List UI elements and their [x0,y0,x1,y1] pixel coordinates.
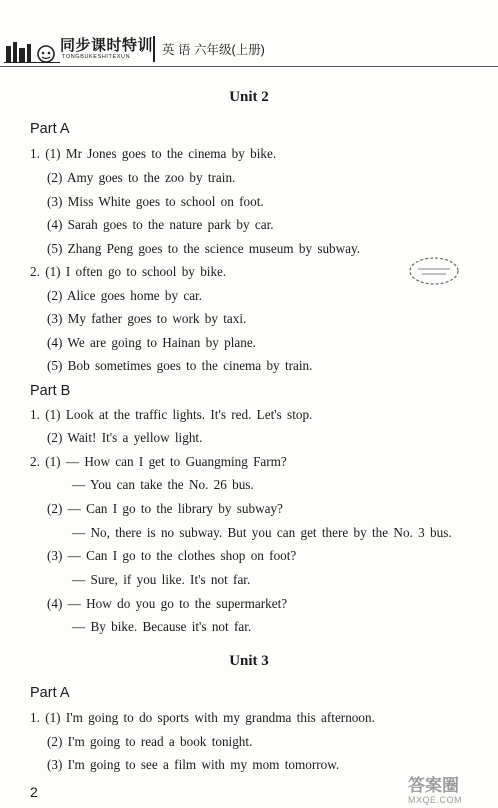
header-title: 同步课时特训 [60,37,154,54]
answer-line: — You can take the No. 26 bus. [72,477,254,492]
header-rule [0,66,498,67]
unit-2-part-b-title: Part B [30,383,71,399]
answer-line: — No, there is no subway. But you can get there by the No. 3 bus. [72,525,452,540]
watermark-url: MXQE.COM [408,795,463,805]
answer-line: 2. (1) — How can I get to Guangming Farm? [30,454,287,469]
watermark-text: 答案圈 [408,776,459,795]
answer-line: 1. (1) Mr Jones goes to the cinema by bike. [30,146,277,161]
answer-line: (2) — Can I go to the library by subway? [47,501,283,516]
watermark [408,778,462,808]
answer-line: (3) — Can I go to the clothes shop on foot? [47,548,297,563]
answer-line: (2) Alice goes home by car. [47,288,203,303]
answer-line: (4) — How do you go to the supermarket? [47,596,288,611]
header-pinyin: TONGBUKESHITEXUN [62,54,131,60]
answer-line: — Sure, if you like. It's not far. [72,572,251,587]
answer-line: (2) I'm going to read a book tonight. [47,734,253,749]
answer-line: (5) Bob sometimes goes to the cinema by train. [47,358,313,373]
books-logo-icon [4,38,60,64]
answer-line: (3) Miss White goes to school on foot. [47,194,264,209]
answer-line: 2. (1) I often go to school by bike. [30,264,227,279]
unit-3-title: Unit 3 [229,653,269,669]
answer-line: (2) Wait! It's a yellow light. [47,430,203,445]
answer-line: 1. (1) Look at the traffic lights. It's red. Let's stop. [30,407,313,422]
answer-line: (3) My father goes to work by taxi. [47,311,247,326]
header-separator [153,36,155,62]
answer-line: 1. (1) I'm going to do sports with my grandma this afternoon. [30,710,375,725]
stamp-mark-icon [408,255,460,287]
answer-line: (5) Zhang Peng goes to the science museum by subway. [47,241,361,256]
answer-line: — By bike. Because it's not far. [72,619,252,634]
unit-2-part-a-title: Part A [30,121,70,137]
answer-line: (4) Sarah goes to the nature park by car. [47,217,274,232]
unit-2-title: Unit 2 [229,89,269,105]
answer-line: (4) We are going to Hainan by plane. [47,335,256,350]
page-header [0,0,498,70]
answer-line: (3) I'm going to see a film with my mom tomorrow. [47,757,340,772]
page-number: 2 [30,784,38,800]
unit-3-part-a-title: Part A [30,685,70,701]
header-subject: 英 语 六年级(上册) [162,43,265,57]
answer-line: (2) Amy goes to the zoo by train. [47,170,236,185]
